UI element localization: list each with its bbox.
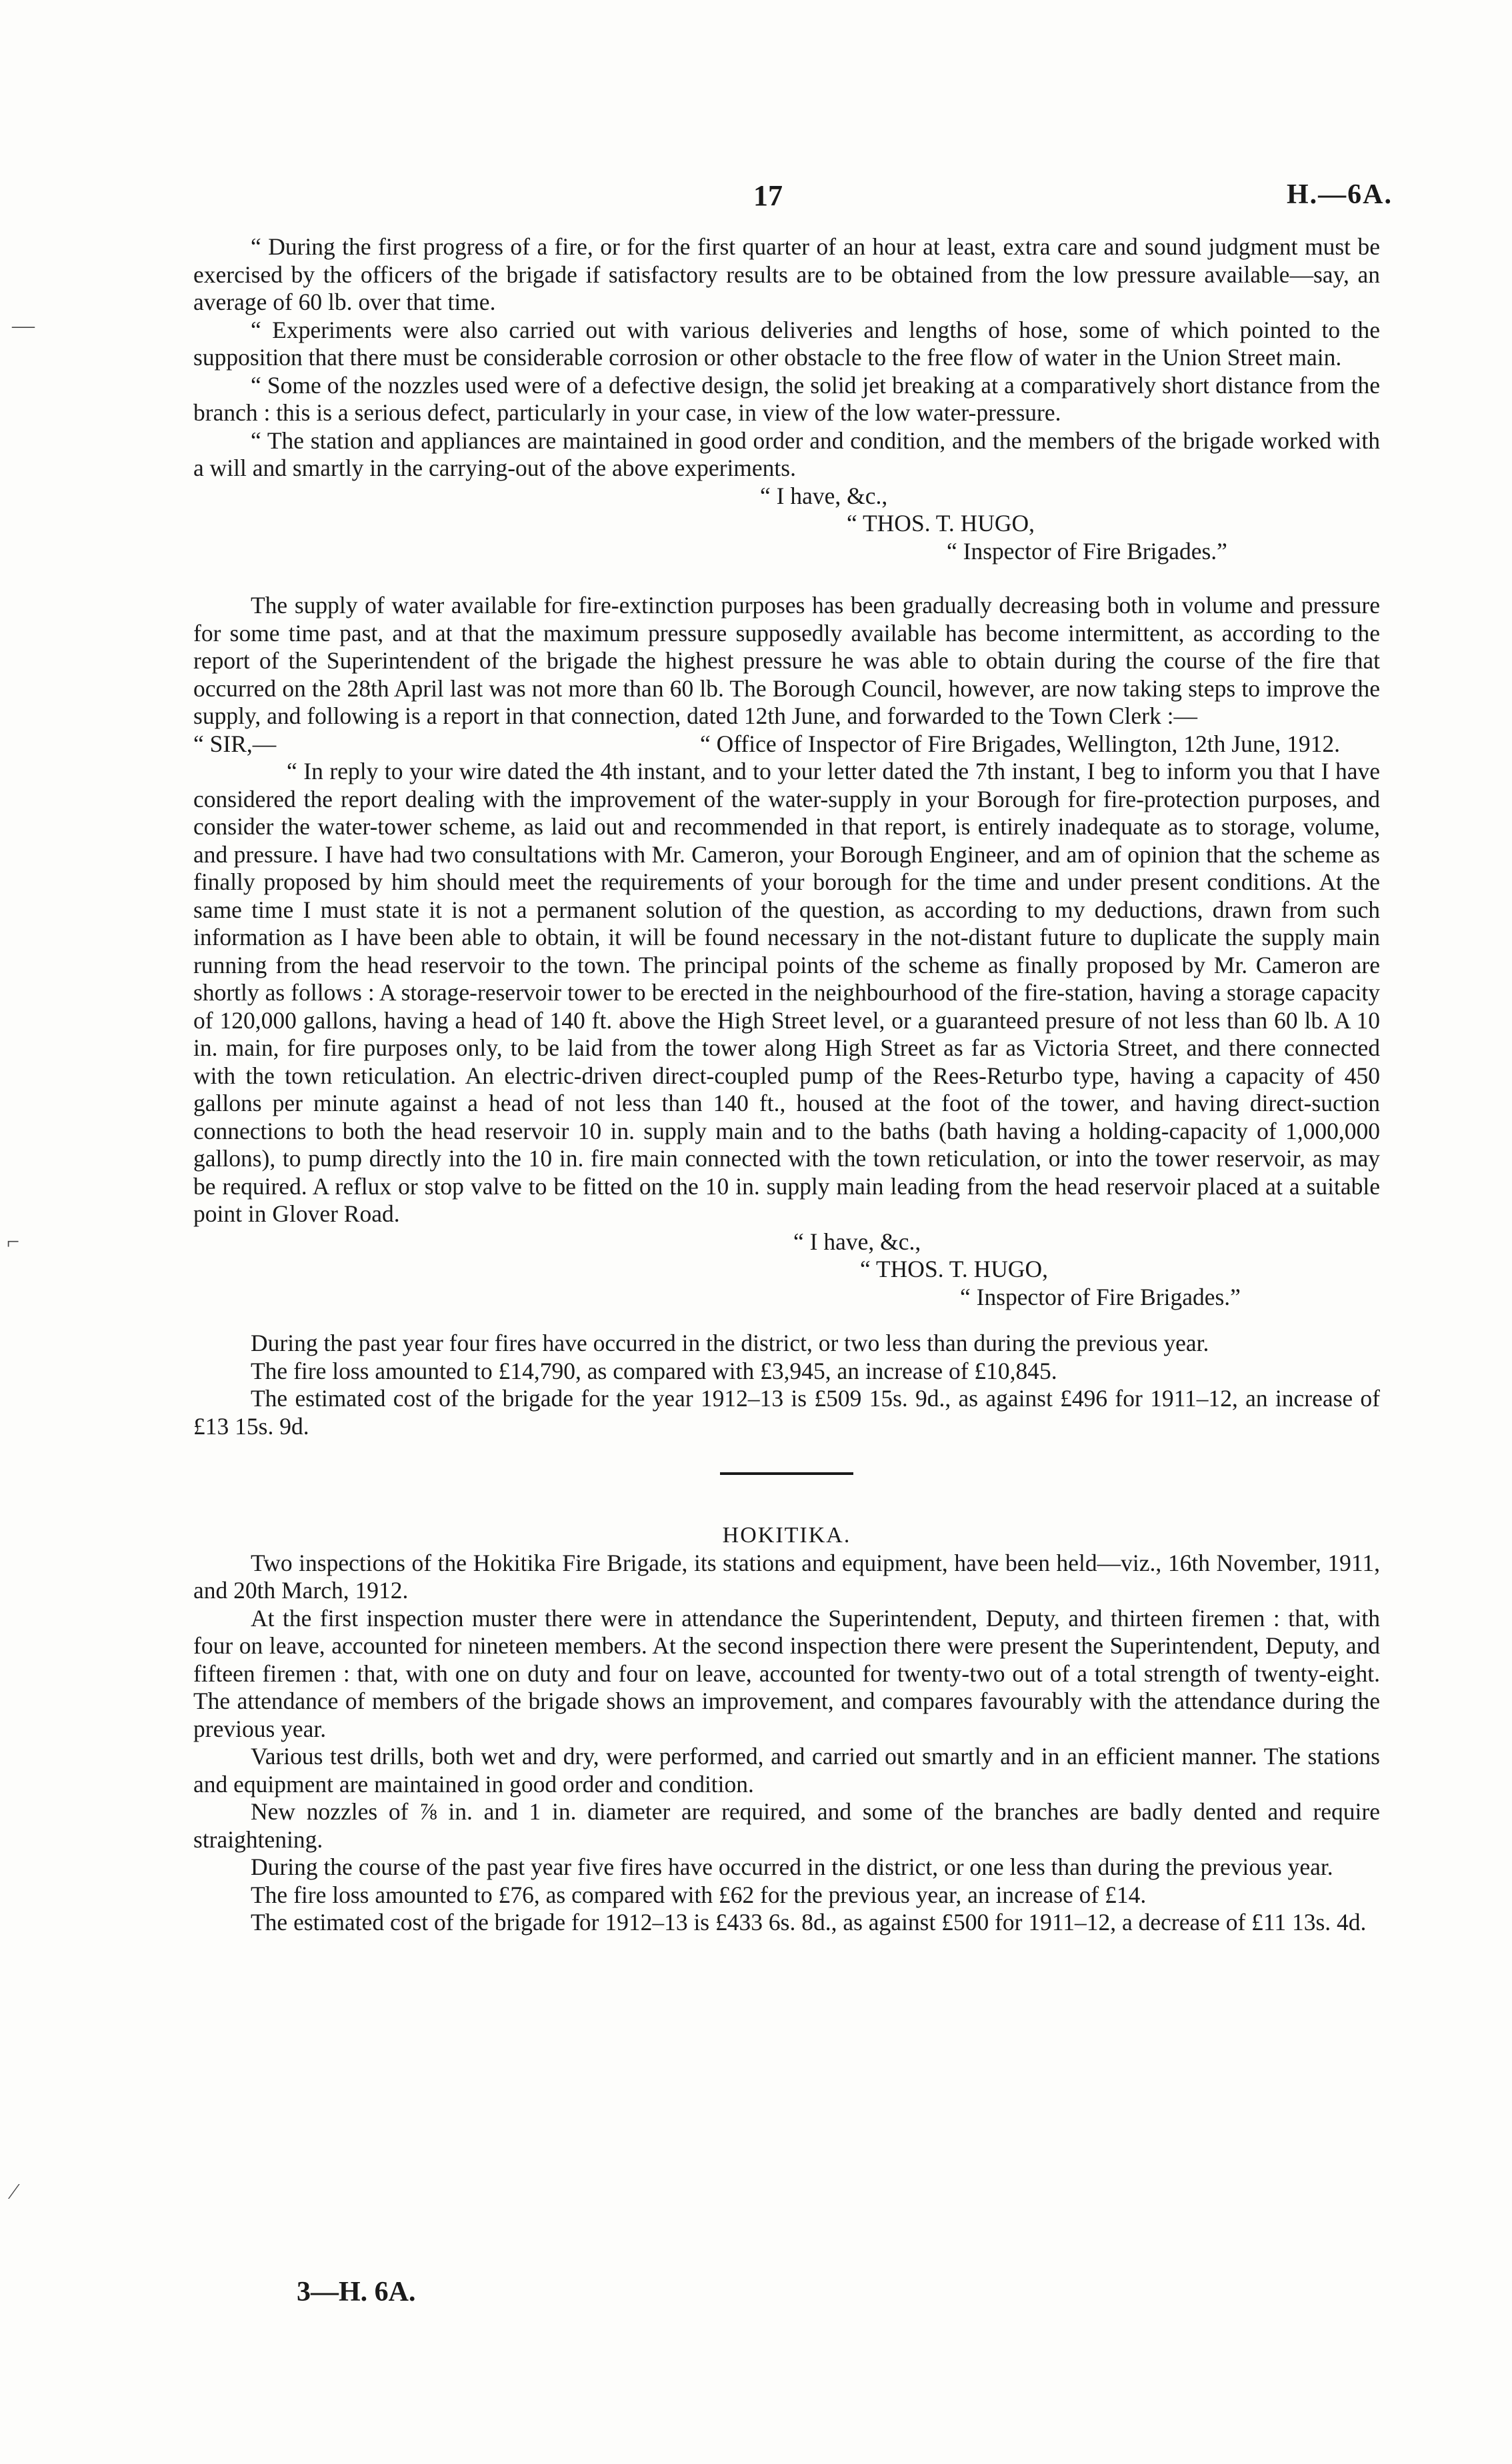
signature-block (193, 1228, 1380, 1312)
signature-name: “ THOS. T. HUGO, (860, 1256, 1049, 1282)
letter-heading (193, 730, 1380, 758)
page-number: 17 (753, 179, 783, 212)
paragraph: Various test drills, both wet and dry, were performed, and carried out smartly and in an efficient manner. The stations and equipment are maintained in good order and condition. (193, 1743, 1380, 1798)
paragraph: The supply of water available for fire-extinction purposes has been gradually decreasing both in volume and pressure for some time past, and at that the maximum pressure supposedly available has become intermittent, as according to the report of the Superintendent of the brigade the highest pressure he was able to obtain during the course of the fire that occurred on the 28th April last was not more than 60 lb. The Borough Council, however, are now taking steps to improve the supply, and following is a report in that connection, dated 12th June, and forwarded to the Town Clerk :— (193, 592, 1380, 729)
signature-greeting: “ I have, &c., (760, 482, 888, 509)
paragraph: During the past year four fires have occurred in the district, or two less than during the previous year. (251, 1330, 1209, 1356)
letter-office-line: “ Office of Inspector of Fire Brigades, Wellington, 12th June, 1912. (699, 730, 1340, 757)
paragraph: The fire loss amounted to £76, as compared with £62 for the previous year, an increase of £14. (251, 1881, 1147, 1908)
margin-mark: — (12, 313, 35, 338)
paragraph: New nozzles of ⅞ in. and 1 in. diameter are required, and some of the branches are badly dented and require straightening. (193, 1798, 1380, 1853)
signature-greeting: “ I have, &c., (793, 1228, 921, 1255)
signature-title: “ Inspector of Fire Brigades.” (960, 1283, 1241, 1310)
margin-mark: ⁄ (12, 2179, 16, 2204)
document-reference: H.—6A. (1287, 179, 1393, 210)
paragraph: The estimated cost of the brigade for 1912–13 is £433 6s. 8d., as against £500 for 1911–12, a decrease of £11 13s. 4d. (251, 1909, 1367, 1935)
section-heading: HOKITIKA. (722, 1523, 851, 1548)
letter-salutation: “ SIR,— (193, 730, 277, 757)
paragraph: The estimated cost of the brigade for the year 1912–13 is £509 15s. 9d., as against £496 for 1911–12, an increase of £13 15s. 9d. (193, 1385, 1380, 1440)
paragraph: “ Experiments were also carried out with various deliveries and lengths of hose, some of which pointed to the supposition that there must be considerable corrosion or other obstacle to the free flow of water in the Union Street main. (193, 316, 1380, 371)
paragraph: During the course of the past year five fires have occurred in the district, or one less than during the previous year. (251, 1853, 1333, 1880)
signature-block (193, 483, 1380, 566)
paragraph: The fire loss amounted to £14,790, as compared with £3,945, an increase of £10,845. (251, 1357, 1057, 1384)
main-text (193, 233, 1380, 1937)
signature-name: “ THOS. T. HUGO, (847, 510, 1035, 537)
letter-body: “ In reply to your wire dated the 4th instant, and to your letter dated the 7th instant, I beg to inform you that I have considered the report dealing with the improvement of the water-supply in your Borough for fire-protection purposes, and consider the water-tower scheme, as laid out and recommended in that report, is entirely inadequate as to storage, volume, and pressure. I have had two consultations with Mr. Cameron, your Borough Engineer, and am of opinion that the scheme as finally proposed by him should meet the requirements of your borough for the time and under present conditions. At the same time I must state it is not a permanent solution of the question, as according to my deductions, drawn from such information as I have been able to obtain, it will be found necessary in the not-distant future to duplicate the supply main running from the head reservoir to the town. The principal points of the scheme as finally proposed by Mr. Cameron are shortly as follows : A storage-reservoir tower to be erected in the neighbourhood of the fire-station, having a storage capacity of 120,000 gallons, having a head of 140 ft. above the High Street level, or a guaranteed presure of not less than 60 lb. A 10 in. main, for fire purposes only, to be laid from the tower along High Street as far as Victoria Street, and there connected with the town reticulation. An electric-driven direct-coupled pump of the Rees-Returbo type, having a capacity of 450 gallons per minute against a head of not less than 140 ft., housed at the foot of the tower, and having direct-suction connections to both the head reservoir 10 in. supply main and to the baths (bath having a holding-capacity of 1,000,000 gallons), to pump directly into the 10 in. fire main connected with the town reticulation, or into the tower reservoir, as may be required. A reflux or stop valve to be fitted on the 10 in. supply main leading from the head reservoir placed at a suitable point in Glover Road. (193, 758, 1380, 1227)
paragraph: “ The station and appliances are maintained in good order and condition, and the members of the brigade worked with a will and smartly in the carrying-out of the above experiments. (193, 427, 1380, 481)
signature-title: “ Inspector of Fire Brigades.” (947, 537, 1227, 565)
paragraph: “ During the first progress of a fire, or for the first quarter of an hour at least, extra care and sound judgment must be exercised by the officers of the brigade if satisfactory results are to be obtained from the low pressure available—say, an average of 60 lb. over that time. (193, 233, 1380, 315)
paragraph: Two inspections of the Hokitika Fire Brigade, its stations and equipment, have been held—viz., 16th November, 1911, and 20th March, 1912. (193, 1549, 1380, 1604)
paragraph: “ Some of the nozzles used were of a defective design, the solid jet breaking at a comparatively short distance from the branch : this is a serious defect, particularly in your case, in view of the low water-pressure. (193, 371, 1380, 426)
signature-mark: 3—H. 6A. (297, 2277, 416, 2307)
margin-mark: ⌐ (7, 1230, 20, 1254)
paragraph: At the first inspection muster there were in attendance the Superintendent, Deputy, and thirteen firemen : that, with four on leave, accounted for nineteen members. At the second inspection there were present the Superintendent, Deputy, and fifteen firemen : that, with one on duty and four on leave, accounted for twenty-two out of a total strength of twenty-eight. The attendance of members of the brigade shows an improvement, and compares favourably with the attendance during the previous year. (193, 1604, 1380, 1742)
